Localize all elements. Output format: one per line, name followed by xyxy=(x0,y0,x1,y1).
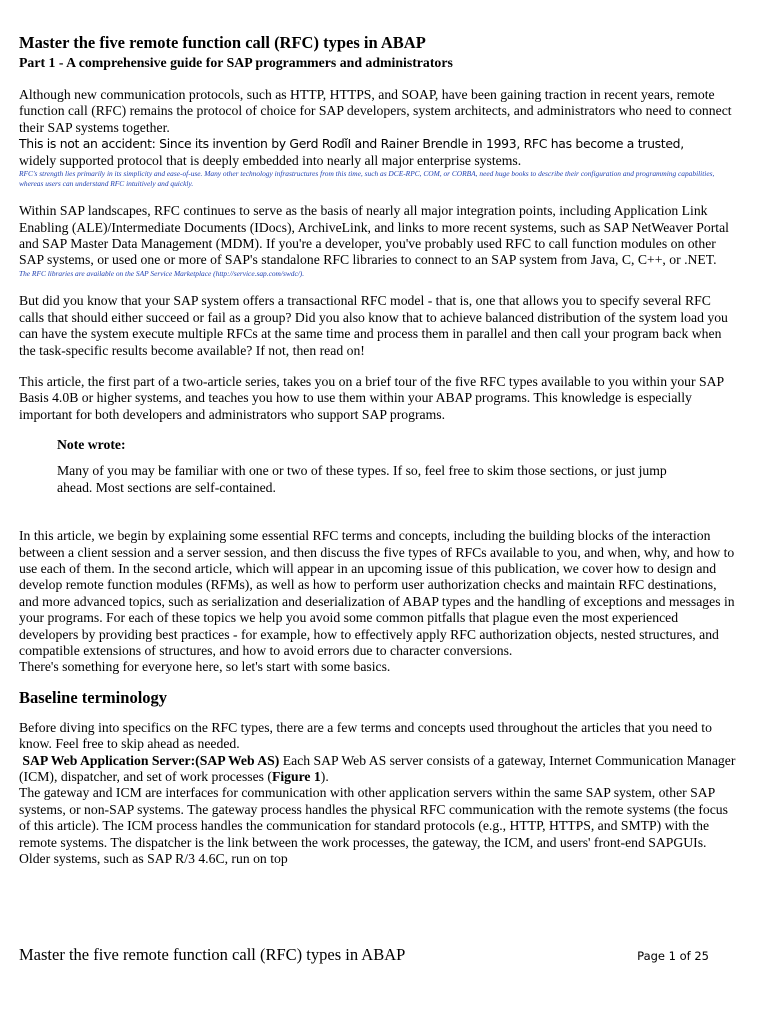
paragraph-overview: In this article, we begin by explaining some essential RFC terms and concepts, including the building blocks of the interaction between a client session and a server session, and then discuss the five types of RFCs available to you, and when, why, and how to use each of them. In the second article, which will appear in an upcoming issue of this publication, we cover how to design and develop remote function modules (RFMs), as well as how to perform user authorization checks and maintain RFC destinations, and more advanced topics, such as serialization and deserialization of ABAP types and the handling of exceptions and messages in your programs. For each of these topics we help you avoid some common pitfalls that plague even the most experienced developers by providing best practices - for example, how to effectively apply RFC authorization objects, nested structures, and compatible extensions of structures, and how to avoid errors due to character conversions. xyxy=(19,528,735,658)
footer-title: Master the five remote function call (RFC) types in ABAP xyxy=(19,945,406,964)
note-quote xyxy=(57,435,697,496)
term-web-as: SAP Web Application Server:(SAP Web AS) xyxy=(22,752,280,768)
footnote-rfc-libraries: The RFC libraries are available on the SAP Service Marketplace (http://service.sap.com/swdc/). xyxy=(19,268,305,278)
paragraph-landscapes: Within SAP landscapes, RFC continues to serve as the basis of nearly all major integration points, including Application Link Enabling (ALE)/Intermediate Documents (IDocs), ArchiveLink, and links to more recent systems, such as SAP NetWeaver Portal and SAP Master Data Management (MDM). If you're a developer, you've probably used RFC to call function modules on other SAP systems, or used one or more of SAP's standalone RFC libraries to connect to an SAP system from Java, C, C++, or .NET. xyxy=(19,203,729,268)
note-quote-title: Note wrote: xyxy=(57,437,126,453)
paragraph-transactional: But did you know that your SAP system offers a transactional RFC model - that is, one that allows you to specify several RFC calls that should either succeed or fail as a group? Did you also know that to achieve balanced distribution of the system load you can have the system execute multiple RFCs at the same time and process them in parallel and then call your program back when the task-specific results become available? If not, then read on! xyxy=(19,293,728,358)
figure-reference-link: Figure 1 xyxy=(271,768,321,784)
document-page xyxy=(19,33,737,867)
page-subtitle: Part 1 - A comprehensive guide for SAP programmers and administrators xyxy=(19,55,453,70)
page-footer xyxy=(19,945,709,967)
paragraph-overview-end: There's something for everyone here, so let's start with some basics. xyxy=(19,659,391,675)
web-as-text-b: ). xyxy=(320,768,329,784)
section-heading: Baseline terminology xyxy=(19,687,168,707)
note-quote-text: Many of you may be familiar with one or two of these types. If so, feel free to skim those sections, or just jump ahead. Most sections are self-contained. xyxy=(57,463,667,495)
page-title: Master the five remote function call (RFC) types in ABAP xyxy=(19,33,426,52)
footnote-rfc-strength: RFC's strength lies primarily in its simplicity and ease-of-use. Many other technology infrastructures from this time, such as DCE-RPC, COM, or CORBA, need huge books to describe their configuration and programming capabilities, whereas users can understand RFC intuitively and quickly. xyxy=(19,169,715,188)
paragraph-gateway-icm: The gateway and ICM are interfaces for communication with other application servers within the same SAP system, other SAP systems, or non-SAP systems. The gateway process handles the physical RFC communication with the remote systems (the focus of this article). The ICM process handles the communication for standard protocols (e.g., HTTP, HTTPS, and SMTP) with the remote systems. The dispatcher is the link between the work processes, the gateway, the ICM, and users' front-end SAPGUIs. Older systems, such as SAP R/3 4.6C, run on top xyxy=(19,785,728,866)
intro-paragraph-end: widely supported protocol that is deeply embedded into nearly all major enterprise systems. xyxy=(19,152,522,168)
paragraph-article-series: This article, the first part of a two-article series, takes you on a brief tour of the five RFC types available to you within your SAP Basis 4.0B or higher systems, and teaches you how to use them within your ABAP programs. This knowledge is especially important for both developers and administrators who support SAP programs. xyxy=(19,374,724,422)
paragraph-baseline-intro: Before diving into specifics on the RFC types, there are a few terms and concepts used throughout the articles that you need to know. Feel free to skip ahead as needed. xyxy=(19,719,712,752)
intro-sans-line: This is not an accident: Since its invention by Gerd RodǐI and Rainer Brendle in 1993, RFC has become a trusted, xyxy=(19,136,684,152)
intro-paragraph: Although new communication protocols, such as HTTP, HTTPS, and SOAP, have been gaining traction in recent years, remote function call (RFC) remains the protocol of choice for SAP developers, system architects, and administrators who need to connect their SAP systems together. xyxy=(19,87,732,135)
paragraph-web-as xyxy=(19,753,737,786)
web-as-text-a: Each SAP Web AS server consists of a gateway, Internet Communication Manager (ICM), dispatcher, and set of work processes ( xyxy=(19,752,736,784)
page-number: Page 1 of 25 xyxy=(637,949,709,963)
